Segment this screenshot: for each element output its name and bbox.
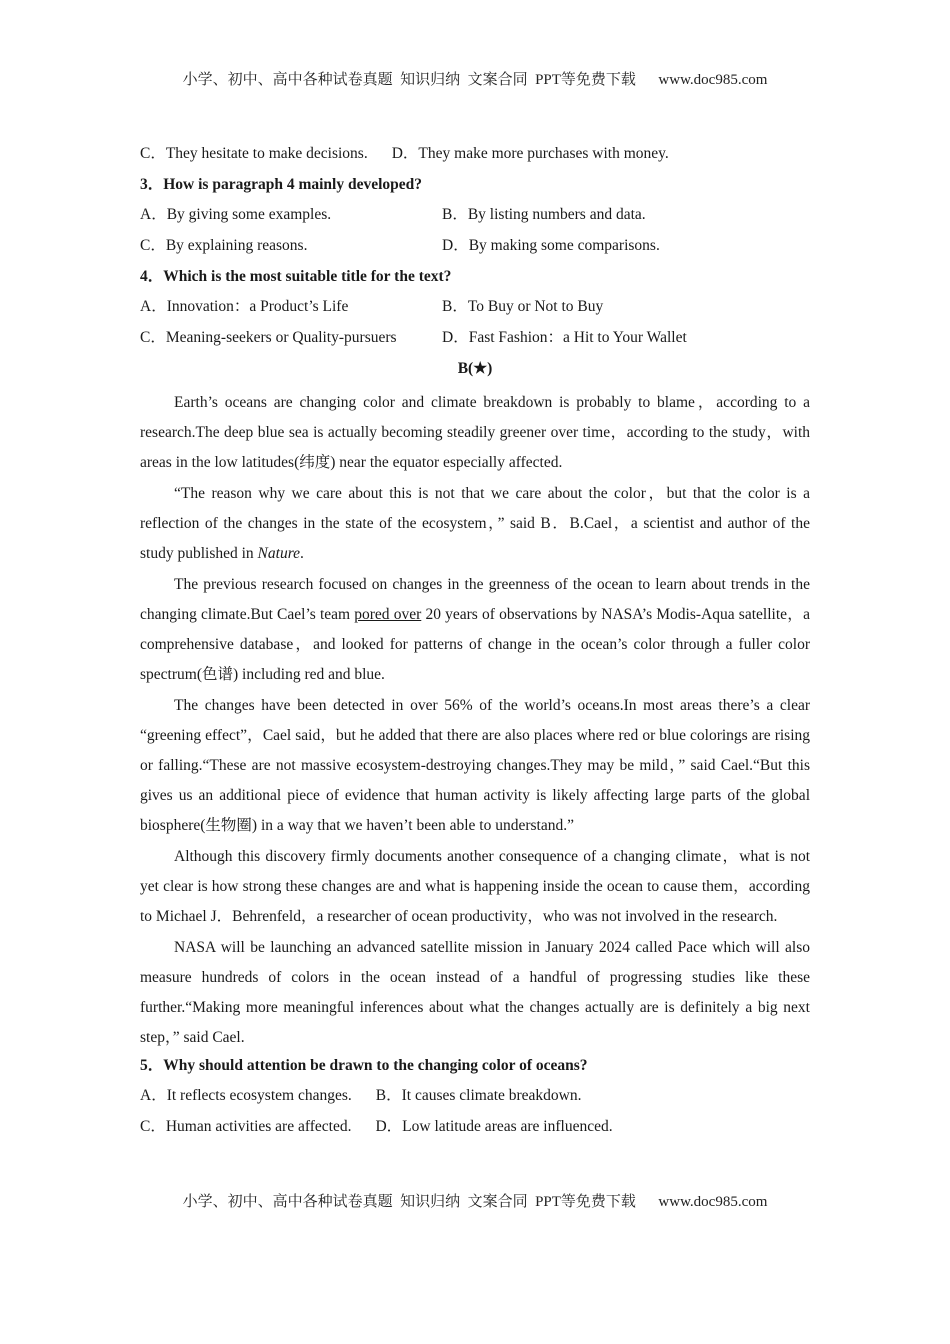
passage-paragraph-4: The changes have been detected in over 56% of the world’s oceans.In most areas there’s a clear “greening effect”，Cael said，but he added that there are also places where red or blue colorings are rising or falling.“These are not massive ecosystem-destroying changes.They may be mild，” said Cael.“But this gives us an additional piece of evidence that human activity is likely affecting large parts of the global biosphere(生物圈) in a way that we haven’t been able to understand.” — [140, 697, 810, 834]
q3-option-a: A．By giving some examples. — [140, 206, 332, 223]
q5-stem: 5．Why should attention be drawn to the changing color of oceans? — [140, 1057, 588, 1074]
q3-option-c: C．By explaining reasons. — [140, 237, 308, 254]
page-footer: 小学、初中、高中各种试卷真题 知识归纳 文案合同 PPT等免费下载 www.doc985.com — [182, 1194, 768, 1210]
q5-options-ab — [140, 1084, 810, 1115]
q5-option-d: D．Low latitude areas are influenced. — [375, 1118, 613, 1135]
passage-paragraph-3 — [140, 570, 810, 690]
paragraph-2-text: “The reason why we care about this is not that we care about the color，but that the color is a reflection of the changes in the state of the ecosystem，” said B．B.Cael，a scientist and author of the study published in — [140, 485, 810, 562]
paragraph-3-text: The previous research focused on changes in the greenness of the ocean to learn about trends in the changing climate.But Cael’s team — [140, 576, 810, 623]
page-content — [140, 142, 810, 1146]
q5-option-c: C．Human activities are affected. — [140, 1118, 352, 1135]
q2-options-cd — [140, 142, 810, 173]
passage-paragraph-6: NASA will be launching an advanced satellite mission in January 2024 called Pace which will also measure hundreds of colors in the ocean instead of a handful of progressing studies like these further.“Making more meaningful inferences about what the changes actually are is definitely a big next step，” said Cael. — [140, 939, 810, 1046]
underlined-phrase: pored over — [354, 606, 422, 623]
journal-name: Nature — [257, 545, 301, 562]
q3-stem: 3．How is paragraph 4 mainly developed? — [140, 176, 423, 193]
q3-option-b: B．By listing numbers and data. — [442, 206, 646, 223]
q2-option-c: C．They hesitate to make decisions. — [140, 145, 368, 162]
passage-paragraph-1: Earth’s oceans are changing color and climate breakdown is probably to blame，according to a research.The deep blue sea is actually becoming steadily greener over time，according to the study，with areas in the low latitudes(纬度) near the equator especially affected. — [140, 394, 810, 471]
section-b-title: B(★) — [457, 360, 493, 377]
q4-options-cd — [140, 326, 810, 357]
paragraph-2-end: . — [300, 545, 304, 562]
q3-options-ab — [140, 203, 810, 234]
q4-option-a: A．Innovation：a Product’s Life — [140, 298, 349, 315]
q4-option-d: D．Fast Fashion：a Hit to Your Wallet — [442, 329, 687, 346]
q4-options-ab — [140, 295, 810, 326]
q4-option-b: B．To Buy or Not to Buy — [442, 298, 604, 315]
page-header: 小学、初中、高中各种试卷真题 知识归纳 文案合同 PPT等免费下载 www.doc985.com — [182, 72, 768, 88]
passage-paragraph-5: Although this discovery firmly documents another consequence of a changing climate，what is not yet clear is how strong these changes are and what is happening inside the ocean to cause them，according to Michael J．Behrenfeld，a researcher of ocean productivity，who was not involved in the research. — [140, 848, 810, 925]
q5-options-cd — [140, 1115, 810, 1146]
q2-option-d: D．They make more purchases with money. — [391, 145, 669, 162]
q5-option-a: A．It reflects ecosystem changes. — [140, 1087, 352, 1104]
q4-option-c: C．Meaning-seekers or Quality-pursuers — [140, 329, 397, 346]
passage-paragraph-2 — [140, 479, 810, 569]
q3-option-d: D．By making some comparisons. — [442, 237, 660, 254]
q4-stem: 4．Which is the most suitable title for the text? — [140, 268, 452, 285]
q3-options-cd — [140, 234, 810, 265]
paragraph-3-end: 20 years of observations by NASA’s Modis-Aqua satellite，a comprehensive database，and looked for patterns of change in the ocean’s color through a fuller color spectrum(色谱) including red and blue. — [140, 606, 810, 683]
q5-option-b: B．It causes climate breakdown. — [375, 1087, 582, 1104]
